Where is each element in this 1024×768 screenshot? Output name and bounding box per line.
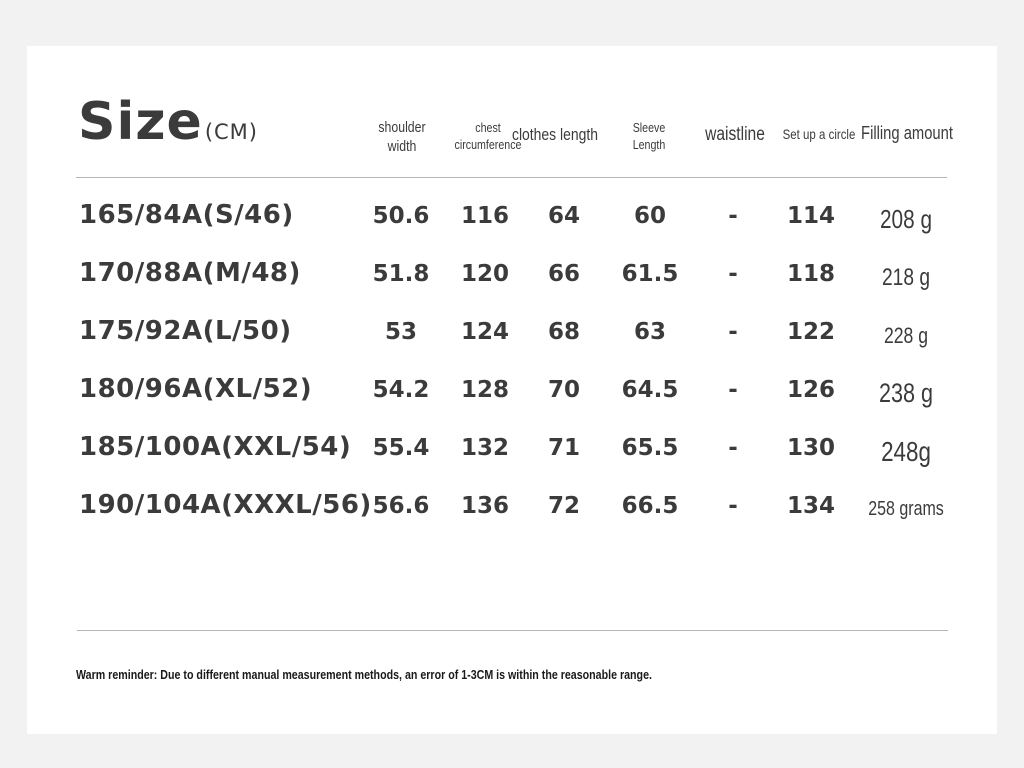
circle-value: 118 xyxy=(786,261,836,287)
sleeve-value: 60 xyxy=(633,203,667,229)
chest-value: 136 xyxy=(460,493,510,519)
header-divider xyxy=(76,177,947,178)
shoulder-value: 51.8 xyxy=(372,261,430,287)
waist-value: - xyxy=(728,435,738,461)
filling-value: 248g xyxy=(881,436,931,467)
circle-value: 130 xyxy=(786,435,836,461)
filling-value: 258 grams xyxy=(868,498,944,520)
title-unit: (CM) xyxy=(204,120,258,144)
header-sleeve-line1: Sleeve xyxy=(632,120,666,135)
shoulder-value: 55.4 xyxy=(372,435,430,461)
waist-value: - xyxy=(728,261,738,287)
shoulder-value: 56.6 xyxy=(372,493,430,519)
sleeve-value: 66.5 xyxy=(621,493,679,519)
filling-value: 228 g xyxy=(883,323,929,348)
header-shoulder-width xyxy=(378,118,425,156)
waist-value: - xyxy=(728,203,738,229)
header-set-up-a-circle: Set up a circle xyxy=(782,126,856,142)
length-value: 70 xyxy=(547,377,581,403)
size-label: 185/100A(XXL/54) xyxy=(79,432,352,462)
header-chest-line2: circumference xyxy=(454,137,522,152)
size-label: 180/96A(XL/52) xyxy=(79,374,313,404)
shoulder-value: 53 xyxy=(384,319,418,345)
waist-value: - xyxy=(728,319,738,345)
header-shoulder-line2: width xyxy=(387,138,417,155)
header-chest-line1: chest xyxy=(475,120,501,135)
length-value: 64 xyxy=(547,203,581,229)
size-label: 165/84A(S/46) xyxy=(79,200,294,230)
length-value: 66 xyxy=(547,261,581,287)
chest-value: 132 xyxy=(460,435,510,461)
waist-value: - xyxy=(728,493,738,519)
circle-value: 126 xyxy=(786,377,836,403)
filling-value: 238 g xyxy=(878,378,934,408)
header-clothes-length: clothes length xyxy=(511,125,599,144)
chest-value: 120 xyxy=(460,261,510,287)
circle-value: 134 xyxy=(786,493,836,519)
circle-value: 122 xyxy=(786,319,836,345)
length-value: 68 xyxy=(547,319,581,345)
sleeve-value: 64.5 xyxy=(621,377,679,403)
shoulder-value: 50.6 xyxy=(372,203,430,229)
shoulder-value: 54.2 xyxy=(372,377,430,403)
header-shoulder-line1: shoulder xyxy=(378,119,426,136)
circle-value: 114 xyxy=(786,203,836,229)
sleeve-value: 65.5 xyxy=(621,435,679,461)
footer-divider xyxy=(77,630,948,631)
length-value: 71 xyxy=(547,435,581,461)
title-main: Size xyxy=(78,92,203,152)
warm-reminder-note: Warm reminder: Due to different manual measurement methods, an error of 1-3CM is within the reasonable range. xyxy=(76,667,652,682)
header-filling-amount: Filling amount xyxy=(861,123,953,143)
filling-value: 218 g xyxy=(881,264,931,291)
header-sleeve-length xyxy=(633,119,666,153)
sleeve-value: 61.5 xyxy=(621,261,679,287)
length-value: 72 xyxy=(547,493,581,519)
size-label: 190/104A(XXXL/56) xyxy=(79,490,372,520)
size-title xyxy=(78,92,258,152)
chest-value: 128 xyxy=(460,377,510,403)
header-waistline: waistline xyxy=(705,124,765,145)
size-label: 175/92A(L/50) xyxy=(79,316,292,346)
sleeve-value: 63 xyxy=(633,319,667,345)
size-label: 170/88A(M/48) xyxy=(79,258,301,288)
header-sleeve-line2: Length xyxy=(632,137,666,152)
chest-value: 116 xyxy=(460,203,510,229)
chest-value: 124 xyxy=(460,319,510,345)
filling-value: 208 g xyxy=(879,204,933,234)
waist-value: - xyxy=(728,377,738,403)
